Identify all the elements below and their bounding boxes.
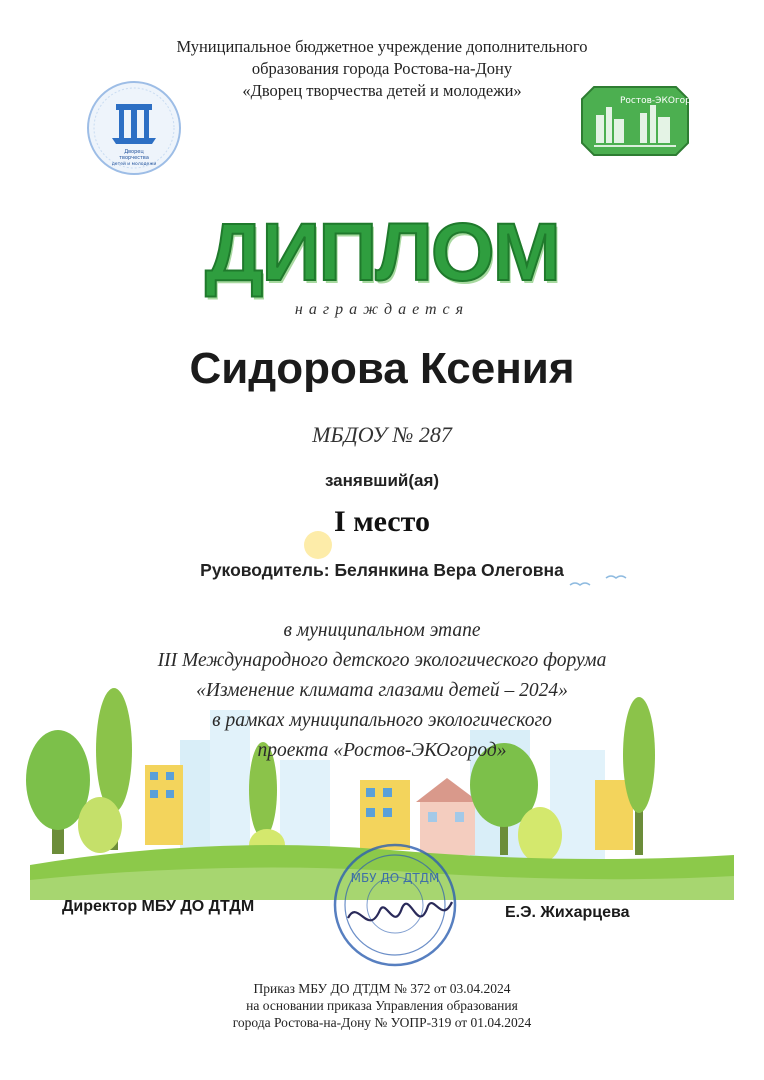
rostov-ecocity-logo-icon	[580, 85, 703, 157]
stamp-text: МБУ ДО ДТДМ	[350, 871, 440, 885]
leader-line: Руководитель: Белянкина Вера Олеговна	[200, 560, 564, 580]
footer-line: Приказ МБУ ДО ДТДМ № 372 от 03.04.2024	[253, 981, 511, 996]
header-line: Муниципальное бюджетное учреждение дополнительного	[176, 37, 588, 56]
logo-text: детей и молодежи	[111, 162, 157, 167]
event-line: «Изменение климата глазами детей – 2024»	[196, 680, 568, 701]
recipient-name: Сидорова Ксения	[189, 344, 575, 393]
logo-text: творчества	[119, 155, 149, 161]
palace-logo-icon	[82, 78, 186, 178]
footer-line: на основании приказа Управления образования	[246, 998, 518, 1013]
event-line: проекта «Ростов-ЭКОгород»	[257, 740, 507, 761]
signature-scribble-icon	[348, 902, 452, 920]
header-line: «Дворец творчества детей и молодежи»	[242, 81, 522, 100]
event-line: в муниципальном этапе	[283, 620, 481, 641]
organization: МБДОУ № 287	[312, 422, 452, 447]
logo-text: Ростов-ЭКОгород	[620, 96, 703, 106]
footer-order	[0, 980, 764, 1031]
place-award: I место	[334, 505, 430, 538]
director-name: Е.Э. Жихарцева	[505, 904, 630, 921]
event-line: в рамках муниципального экологического	[212, 710, 552, 731]
event-description	[0, 616, 764, 766]
official-stamp-icon	[330, 840, 460, 970]
footer-line: города Ростова-на-Дону № УОПР-319 от 01.04.2024	[232, 1015, 532, 1030]
awarded-label: награждается	[294, 301, 470, 318]
logo-text: Дворец	[124, 149, 144, 155]
diploma-title: ДИПЛОМ	[205, 207, 559, 298]
took-place-label: занявший(ая)	[324, 471, 440, 490]
director-position: Директор МБУ ДО ДТДМ	[62, 898, 255, 915]
event-line: III Международного детского экологического форума	[157, 650, 607, 671]
header-line: образования города Ростова-на-Дону	[251, 59, 513, 78]
